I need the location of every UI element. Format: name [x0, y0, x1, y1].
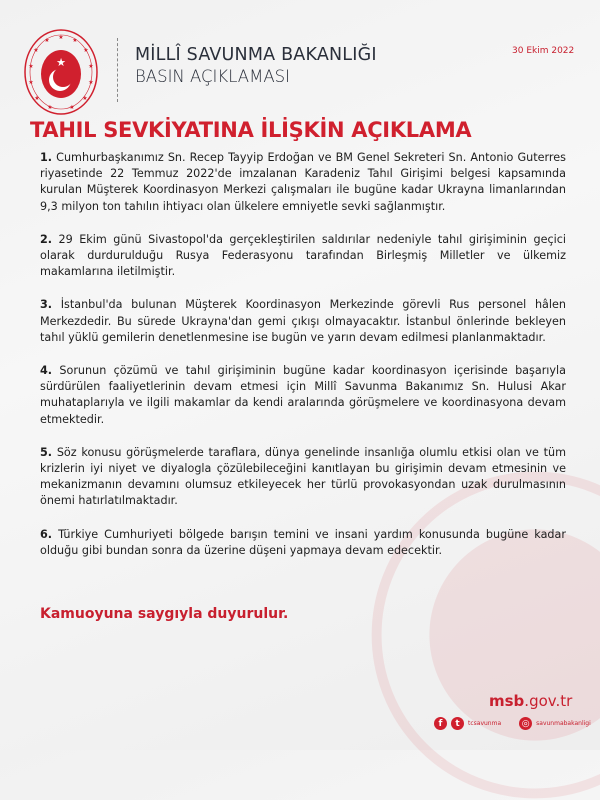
svg-text:★: ★ — [44, 37, 50, 44]
svg-text:★: ★ — [58, 34, 64, 41]
statement-body — [40, 150, 566, 576]
svg-text:★: ★ — [33, 47, 39, 54]
instagram-handle[interactable]: savunmabakanligi — [536, 720, 591, 727]
website-link[interactable]: msb.gov.tr — [489, 692, 573, 710]
svg-text:★: ★ — [88, 63, 94, 70]
instagram-icon[interactable]: ◎ — [519, 717, 532, 730]
page-title: TAHIL SEVKİYATINA İLİŞKİN AÇIKLAMA — [30, 118, 472, 142]
svg-text:★: ★ — [56, 56, 66, 69]
svg-text:★: ★ — [69, 104, 75, 111]
svg-text:★: ★ — [83, 47, 89, 54]
header-divider — [117, 38, 118, 102]
paragraph-5: 5. Söz konusu görüşmelerde taraflara, dünya genelinde insanlığa olumlu etkisi olan ve tüm krizlerin iyi niyet ve diyalogla çözülebileceğini kanıtlayan bu girişimin devam etmesinin ve mekanizmanın devamını olumsuz etkileyecek her türlü provokasyondan uzak durulmasının önemi hatırlatılmaktadır. — [40, 445, 567, 508]
paragraph-4: 4. Sorunun çözümü ve tahıl girişiminin bugüne kadar koordinasyon içerisinde başarıyla sürdürülen faaliyetlerinin devam etmesi için Millî Savunma Bakanımız Sn. Hulusi Akar muhataplarıyla ve ilgili makamlar da kendi aralarında görüşmelere ve koordinasyona devam etmektedir. — [40, 364, 567, 426]
svg-text:★: ★ — [72, 37, 78, 44]
date: 30 Ekim 2022 — [512, 46, 575, 56]
svg-text:★: ★ — [28, 63, 34, 70]
social-links — [434, 717, 591, 730]
twitter-icon[interactable]: t — [451, 717, 464, 730]
ministry-name: MİLLÎ SAVUNMA BAKANLIĞI — [135, 45, 377, 65]
paragraph-3: 3. İstanbul'da bulunan Müşterek Koordinasyon Merkezinde görevli Rus personel hâlen Merkezdedir. Bu sürede Ukrayna'dan gemi çıkışı olmayacaktır. İstanbul önlerinde bekleyen tahıl yüklü gemilerin denetlenmesine ise bugün ve yarın devam edilmesi planlanmaktadır. — [40, 298, 566, 344]
paragraph-6: 6. Türkiye Cumhuriyeti bölgede barışın temini ve insani yardım konusunda bugüne kadar olduğu gibi bundan sonra da üzerine düşeni yapmaya devam edecektir. — [40, 527, 566, 557]
document-type: BASIN AÇIKLAMASI — [135, 67, 290, 86]
svg-text:★: ★ — [28, 79, 34, 86]
twitter-handle[interactable]: tcsavunma — [468, 720, 502, 727]
ministry-emblem — [23, 28, 99, 116]
facebook-icon[interactable]: f — [434, 717, 447, 730]
svg-text:★: ★ — [88, 79, 94, 86]
svg-text:★: ★ — [47, 104, 53, 111]
paragraph-1: 1. Cumhurbaşkanımız Sn. Recep Tayyip Erdoğan ve BM Genel Sekreteri Sn. Antonio Guterres riyasetinde 22 Temmuz 2022'de imzalanan Karadeniz Tahıl Girişimi belgesi kapsamında kurulan Müşterek Koordinasyon Merkezi çalışmaları ile bugüne kadar Ukrayna limanlarından 9,3 milyon ton tahılın ihtiyacı olan ülkelere emniyetle sevki sağlanmıştır. — [40, 151, 566, 213]
svg-text:★: ★ — [82, 95, 88, 102]
closing-line: Kamuoyuna saygıyla duyurulur. — [40, 606, 289, 622]
svg-text:★: ★ — [34, 95, 40, 102]
paragraph-2: 2. 29 Ekim günü Sivastopol'da gerçekleştirilen saldırılar nedeniyle tahıl girişiminin geçici olarak durdurulduğu Rusya Federasyonu tarafından Birleşmiş Milletler ve ülkemiz makamlarına iletilmiştir. — [40, 232, 566, 279]
